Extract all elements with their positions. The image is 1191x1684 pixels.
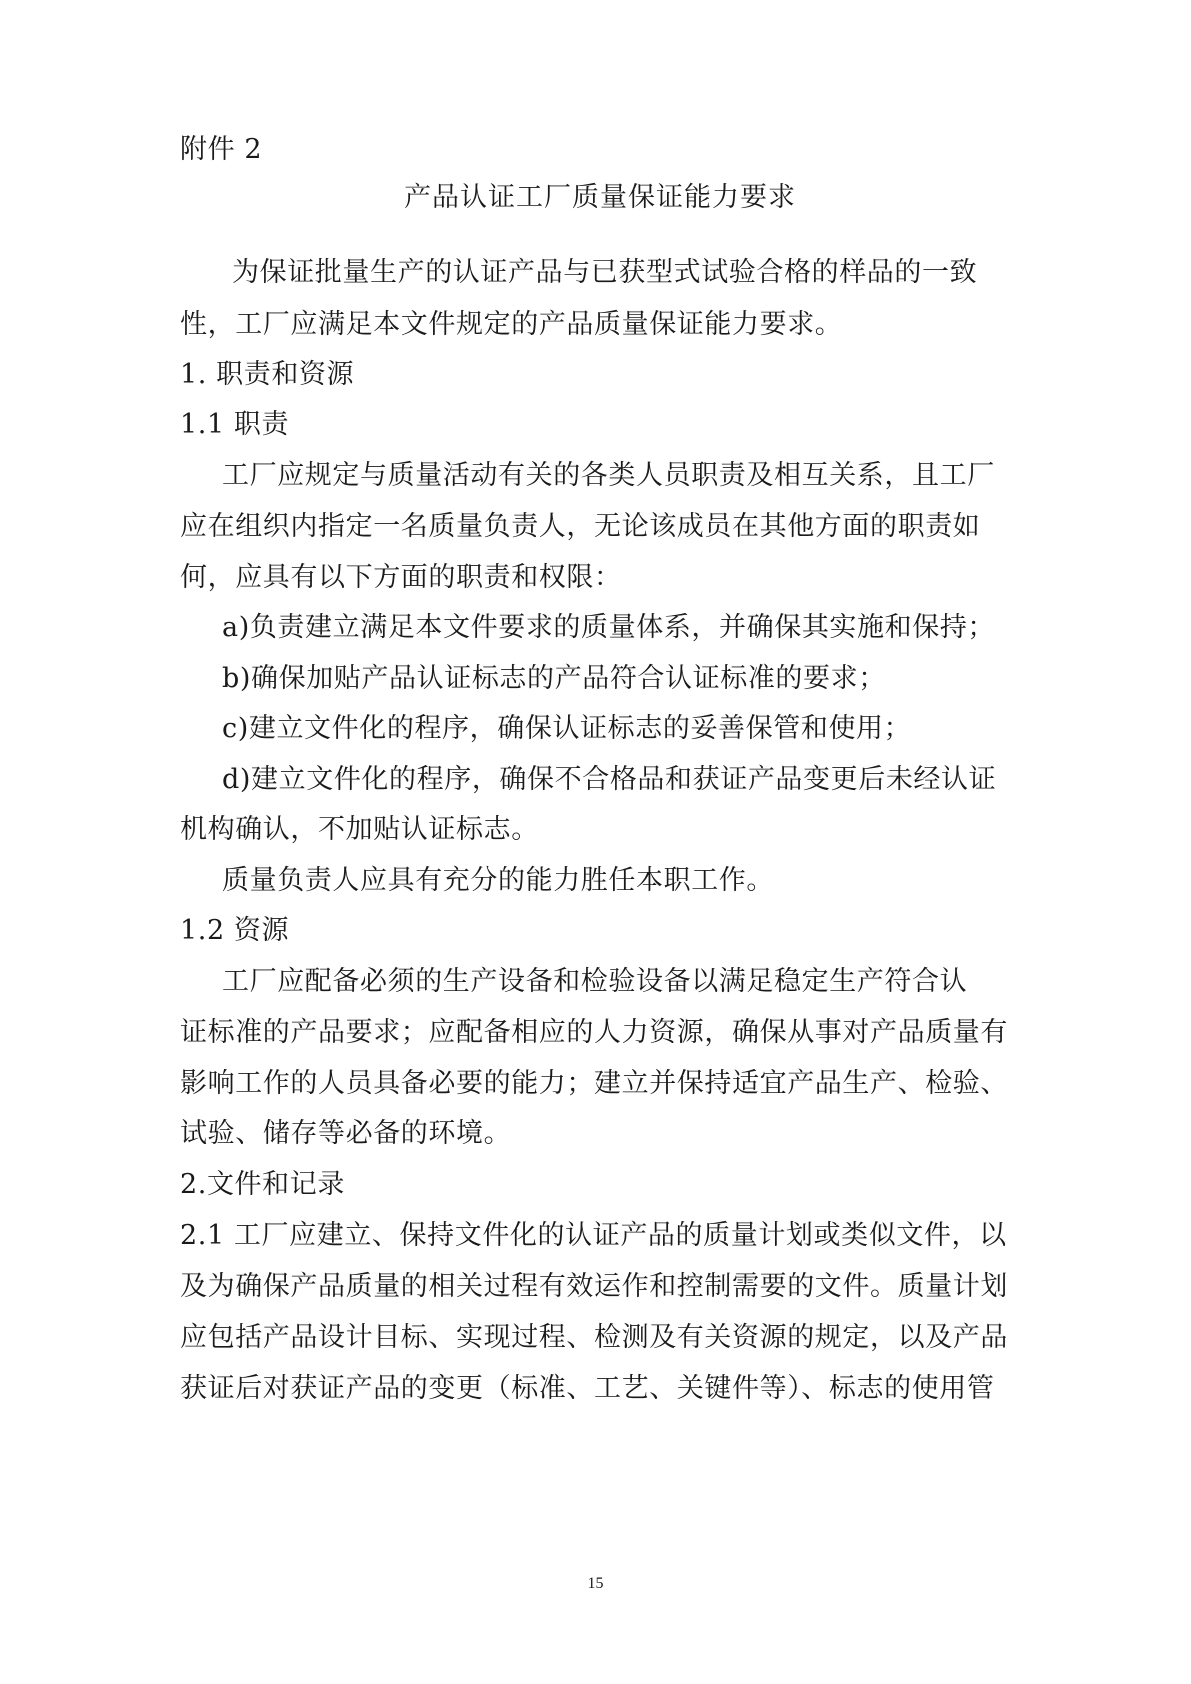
responsibility-line-2: 应在组织内指定一名质量负责人，无论该成员在其他方面的职责如: [180, 511, 981, 542]
responsibility-line-3: 何，应具有以下方面的职责和权限：: [180, 562, 622, 593]
competence-statement: 质量负责人应具有充分的能力胜任本职工作。: [222, 865, 774, 896]
section-2-1-line-4: 获证后对获证产品的变更（标准、工艺、关键件等）、标志的使用管: [180, 1373, 995, 1404]
list-item-d-line-1: d)建立文件化的程序，确保不合格品和获证产品变更后未经认证: [222, 764, 997, 795]
resource-line-1: 工厂应配备必须的生产设备和检验设备以满足稳定生产符合认: [222, 966, 968, 997]
resource-line-4: 试验、储存等必备的环境。: [180, 1118, 512, 1149]
list-item-c: c)建立文件化的程序，确保认证标志的妥善保管和使用；: [222, 713, 912, 744]
page-number: 15: [587, 1575, 604, 1592]
section-1-heading: 1. 职责和资源: [180, 359, 355, 390]
document-title: 产品认证工厂质量保证能力要求: [404, 182, 796, 213]
section-2-1-line-2: 及为确保产品质量的相关过程有效运作和控制需要的文件。质量计划: [180, 1271, 1008, 1302]
responsibility-line-1: 工厂应规定与质量活动有关的各类人员职责及相互关系，且工厂: [222, 460, 995, 491]
intro-line-1: 为保证批量生产的认证产品与已获型式试验合格的样品的一致: [232, 257, 978, 288]
section-2-1-line-3: 应包括产品设计目标、实现过程、检测及有关资源的规定，以及产品: [180, 1322, 1008, 1353]
list-item-a: a)负责建立满足本文件要求的质量体系，并确保其实施和保持；: [222, 612, 996, 643]
intro-line-2: 性，工厂应满足本文件规定的产品质量保证能力要求。: [180, 309, 843, 340]
list-item-b: b)确保加贴产品认证标志的产品符合认证标准的要求；: [222, 663, 886, 694]
resource-line-3: 影响工作的人员具备必要的能力；建立并保持适宜产品生产、检验、: [180, 1068, 1008, 1099]
section-2-1-line-1: 2.1 工厂应建立、保持文件化的认证产品的质量计划或类似文件，以: [180, 1220, 1007, 1251]
list-item-d-line-2: 机构确认，不加贴认证标志。: [180, 814, 539, 845]
section-1-1-heading: 1.1 职责: [180, 409, 290, 440]
section-1-2-heading: 1.2 资源: [180, 915, 290, 946]
resource-line-2: 证标准的产品要求；应配备相应的人力资源，确保从事对产品质量有: [180, 1017, 1008, 1048]
attachment-label: 附件 2: [180, 134, 263, 165]
section-2-heading: 2.文件和记录: [180, 1169, 345, 1200]
